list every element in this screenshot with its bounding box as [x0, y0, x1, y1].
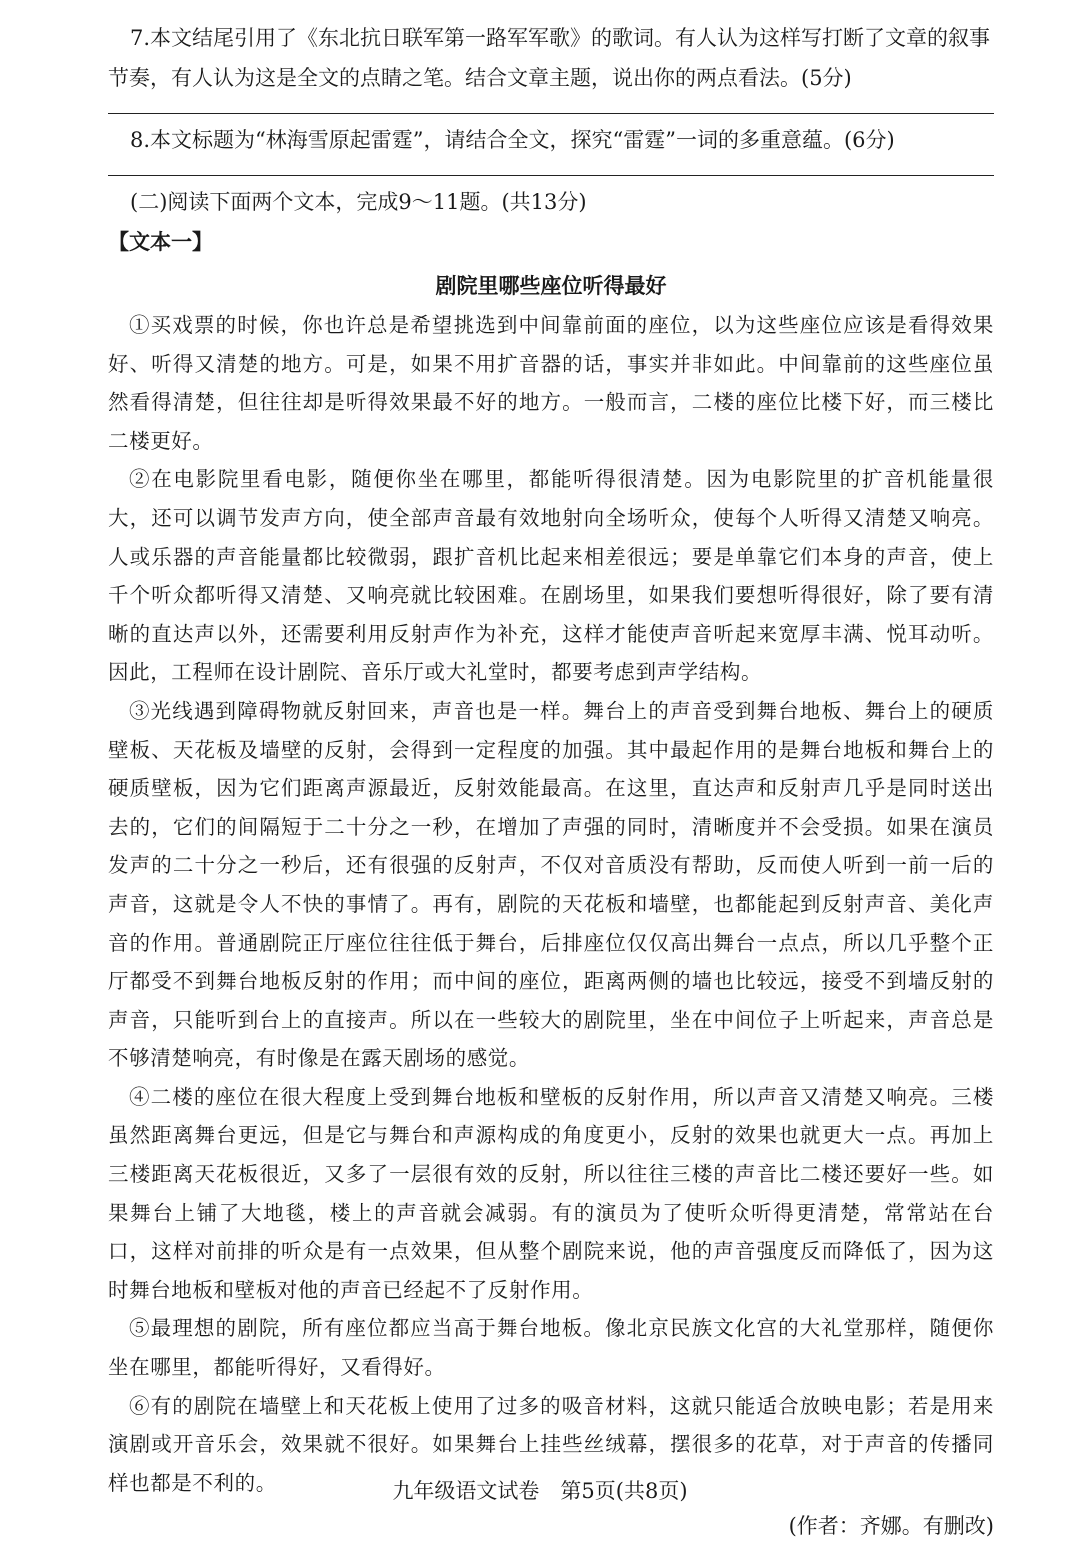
answer-line-8 — [108, 174, 994, 176]
article-source: (作者：齐娜。有删改) — [788, 1514, 994, 1539]
text-label: 【文本一】 — [108, 229, 213, 254]
article-paragraph-4: ④二楼的座位在很大程度上受到舞台地板和壁板的反射作用，所以声音又清楚又响亮。三楼虽然距离舞台更远，但是它与舞台和声源构成的角度更小，反射的效果也就更大一点。再加上三楼距离天花板很近，又多了一层很有效的反射，所以往往三楼的声音比二楼还要好一些。如果舞台上铺了大地毯，楼上的声音就会减弱。有的演员为了使听众听得更清楚，常常站在台口，这样对前排的听众是有一点效果，但从整个剧院来说，他的声音强度反而降低了，因为这时舞台地板和壁板对他的声音已经起不了反射作用。 — [108, 1084, 994, 1302]
article-paragraph-3: ③光线遇到障碍物就反射回来，声音也是一样。舞台上的声音受到舞台地板、舞台上的硬质壁板、天花板及墙壁的反射，会得到一定程度的加强。其中最起作用的是舞台地板和舞台上的硬质壁板，因为它们距离声源最近，反射效能最高。在这里，直达声和反射声几乎是同时送出去的，它们的间隔短于二十分之一秒，在增加了声强的同时，清晰度并不会受损。如果在演员发声的二十分之一秒后，还有很强的反射声，不仅对音质没有帮助，反而使人听到一前一后的声音，这就是令人不快的事情了。再有，剧院的天花板和墙壁，也都能起到反射声音、美化声音的作用。普通剧院正厅座位往往低于舞台，后排座位仅仅高出舞台一点点，所以几乎整个正厅都受不到舞台地板反射的作用；而中间的座位，距离两侧的墙也比较远，接受不到墙反射的声音，只能听到台上的直接声。所以在一些较大的剧院里，坐在中间位子上听起来，声音总是不够清楚响亮，有时像是在露天剧场的感觉。 — [108, 698, 994, 1071]
answer-line-7 — [108, 112, 994, 114]
article-paragraph-1: ①买戏票的时候，你也许总是希望挑选到中间靠前面的座位，以为这些座位应该是看得效果好、听得又清楚的地方。可是，如果不用扩音器的话，事实并非如此。中间靠前的这些座位虽然看得清楚，但往往却是听得效果最不好的地方。一般而言，二楼的座位比楼下好，而三楼比二楼更好。 — [108, 313, 994, 453]
question-7: 7.本文结尾引用了《东北抗日联军第一路军军歌》的歌词。有人认为这样写打断了文章的叙事节奏，有人认为这是全文的点睛之笔。结合文章主题，说出你的两点看法。(5分) — [108, 26, 991, 90]
article-paragraph-5: ⑤最理想的剧院，所有座位都应当高于舞台地板。像北京民族文化宫的大礼堂那样，随便你坐在哪里，都能听得好，又看得好。 — [108, 1316, 994, 1380]
section-heading: (二)阅读下面两个文本，完成9～11题。(共13分) — [130, 190, 587, 214]
page-footer: 九年级语文试卷 第5页(共8页) — [392, 1479, 688, 1503]
exam-page — [108, 18, 994, 1546]
article-title: 剧院里哪些座位听得最好 — [435, 273, 667, 298]
article-paragraph-6: ⑥有的剧院在墙壁上和天花板上使用了过多的吸音材料，这就只能适合放映电影；若是用来演剧或开音乐会，效果就不很好。如果舞台上挂些丝绒幕，摆很多的花草，对于声音的传播同样也都是不利的。 — [108, 1393, 994, 1495]
article-paragraph-2: ②在电影院里看电影，随便你坐在哪里，都能听得很清楚。因为电影院里的扩音机能量很大，还可以调节发声方向，使全部声音最有效地射向全场听众，使每个人听得又清楚又响亮。人或乐器的声音能量都比较微弱，跟扩音机比起来相差很远；要是单靠它们本身的声音，使上千个听众都听得又清楚、又响亮就比较困难。在剧场里，如果我们要想听得很好，除了要有清晰的直达声以外，还需要利用反射声作为补充，这样才能使声音听起来宽厚丰满、悦耳动听。因此，工程师在设计剧院、音乐厅或大礼堂时，都要考虑到声学结构。 — [108, 467, 994, 685]
question-8: 8.本文标题为“林海雪原起雷霆”，请结合全文，探究“雷霆”一词的多重意蕴。(6分) — [130, 128, 895, 152]
